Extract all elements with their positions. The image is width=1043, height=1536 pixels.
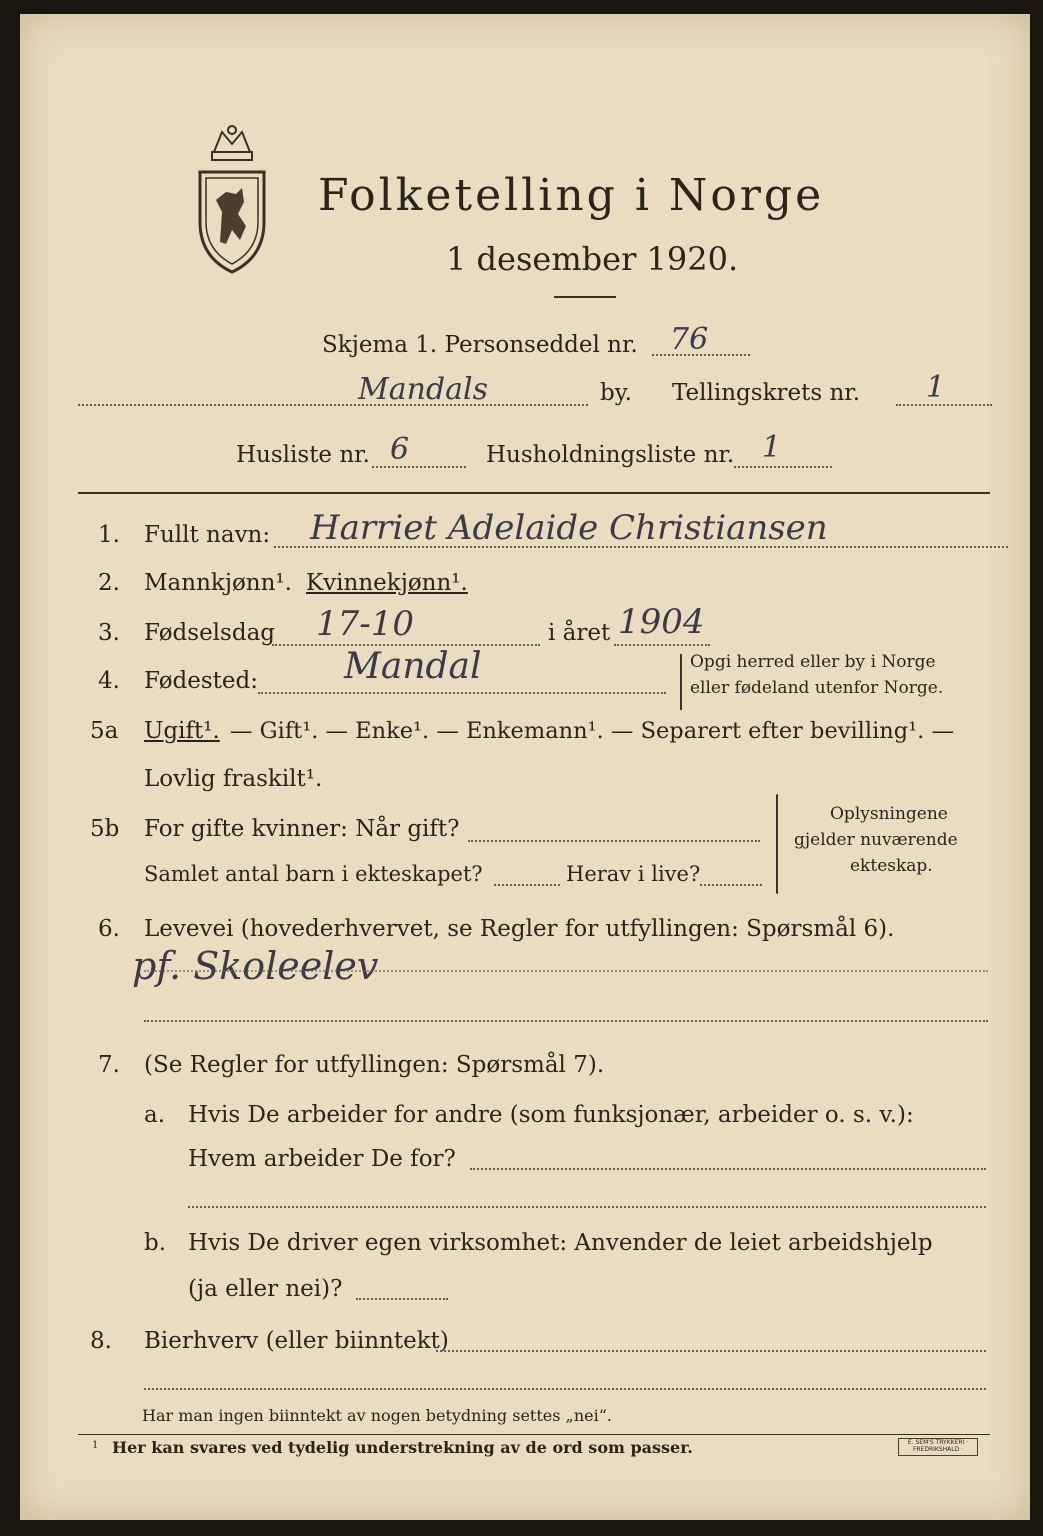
birth-year-value: 1904 xyxy=(618,602,705,642)
birth-day-value: 17-10 xyxy=(316,604,415,644)
q5b-number: 5b xyxy=(90,816,120,842)
q7b-yes-no-label: (ja eller nei)? xyxy=(188,1276,343,1302)
gender-male: Mannkjønn¹. xyxy=(144,570,292,596)
q5a-number: 5a xyxy=(90,718,119,744)
birthplace-note-2: eller fødeland utenfor Norge. xyxy=(690,678,944,698)
footnote-text: Her kan svares ved tydelig understrekning av de ord som passer. xyxy=(112,1438,693,1457)
tellingskrets-label: Tellingskrets nr. xyxy=(672,380,861,406)
birth-year-label: i året xyxy=(548,620,611,646)
occupation-value: pf. Skoleelev xyxy=(132,944,379,988)
tellingskrets-number: 1 xyxy=(926,370,946,405)
marital-lovlig-fraskilt: Lovlig fraskilt¹. xyxy=(144,766,323,792)
footnote-mark: 1 xyxy=(92,1440,99,1451)
city-suffix: by. xyxy=(600,380,632,406)
schema-label: Skjema 1. Personseddel nr. xyxy=(322,332,638,358)
printer-stamp: E. SEM'S TRYKKERI · FREDRIKSHALD · xyxy=(898,1438,978,1456)
husholdning-label: Husholdningsliste nr. xyxy=(486,442,735,468)
birthplace-note-1: Opgi herred eller by i Norge xyxy=(690,652,936,672)
q3-number: 3. xyxy=(98,620,120,646)
q7a-employer-label: Hvem arbeider De for? xyxy=(188,1146,456,1172)
q8-number: 8. xyxy=(90,1328,112,1354)
q5b-children-count: Samlet antal barn i ekteskapet? xyxy=(144,862,483,886)
q7a-letter: a. xyxy=(144,1102,166,1128)
q6-label: Levevei (hovederhvervet, se Regler for utfyllingen: Spørsmål 6). xyxy=(144,916,895,942)
title-divider xyxy=(554,296,616,298)
q5b-alive-count: Herav i live? xyxy=(566,862,701,886)
q4-label: Fødested: xyxy=(144,668,259,694)
norwegian-coat-of-arms-icon xyxy=(192,122,272,280)
q7-number: 7. xyxy=(98,1052,120,1078)
q2-number: 2. xyxy=(98,570,120,596)
husliste-number: 6 xyxy=(390,432,410,467)
q1-label: Fullt navn: xyxy=(144,522,271,548)
census-date: 1 desember 1920. xyxy=(446,240,739,278)
husholdning-number: 1 xyxy=(762,430,782,465)
q7b-letter: b. xyxy=(144,1230,167,1256)
q6-number: 6. xyxy=(98,916,120,942)
q7b-text: Hvis De driver egen virksomhet: Anvender de leiet arbeidshjelp xyxy=(188,1230,933,1256)
city-name: Mandals xyxy=(358,372,489,407)
q8-label: Bierhverv (eller biinntekt) xyxy=(144,1328,449,1354)
form-title: Folketelling i Norge xyxy=(318,170,825,221)
q1-number: 1. xyxy=(98,522,120,548)
gender-female-underlined: Kvinnekjønn¹. xyxy=(306,570,468,596)
q5b-note-1: Oplysningene xyxy=(830,804,948,824)
q3-label: Fødselsdag xyxy=(144,620,276,646)
marital-ugift-underlined: Ugift¹. xyxy=(144,718,220,744)
biinntekt-note: Har man ingen biinntekt av nogen betydning settes „nei“. xyxy=(142,1406,612,1425)
full-name-value: Harriet Adelaide Christiansen xyxy=(310,508,828,548)
q4-number: 4. xyxy=(98,668,120,694)
personseddel-number: 76 xyxy=(670,322,709,357)
census-form-sheet xyxy=(20,14,1030,1520)
q5b-married-when: For gifte kvinner: Når gift? xyxy=(144,816,460,842)
birthplace-value: Mandal xyxy=(344,646,482,687)
husliste-label: Husliste nr. xyxy=(236,442,370,468)
q5b-note-2: gjelder nuværende xyxy=(794,830,958,850)
header-rule xyxy=(78,492,990,494)
q7-label: (Se Regler for utfyllingen: Spørsmål 7). xyxy=(144,1052,605,1078)
q7a-text: Hvis De arbeider for andre (som funksjonær, arbeider o. s. v.): xyxy=(188,1102,914,1128)
marital-options: — Gift¹. — Enke¹. — Enkemann¹. — Separert efter bevilling¹. — xyxy=(230,718,954,744)
q5b-note-3: ekteskap. xyxy=(850,856,933,876)
